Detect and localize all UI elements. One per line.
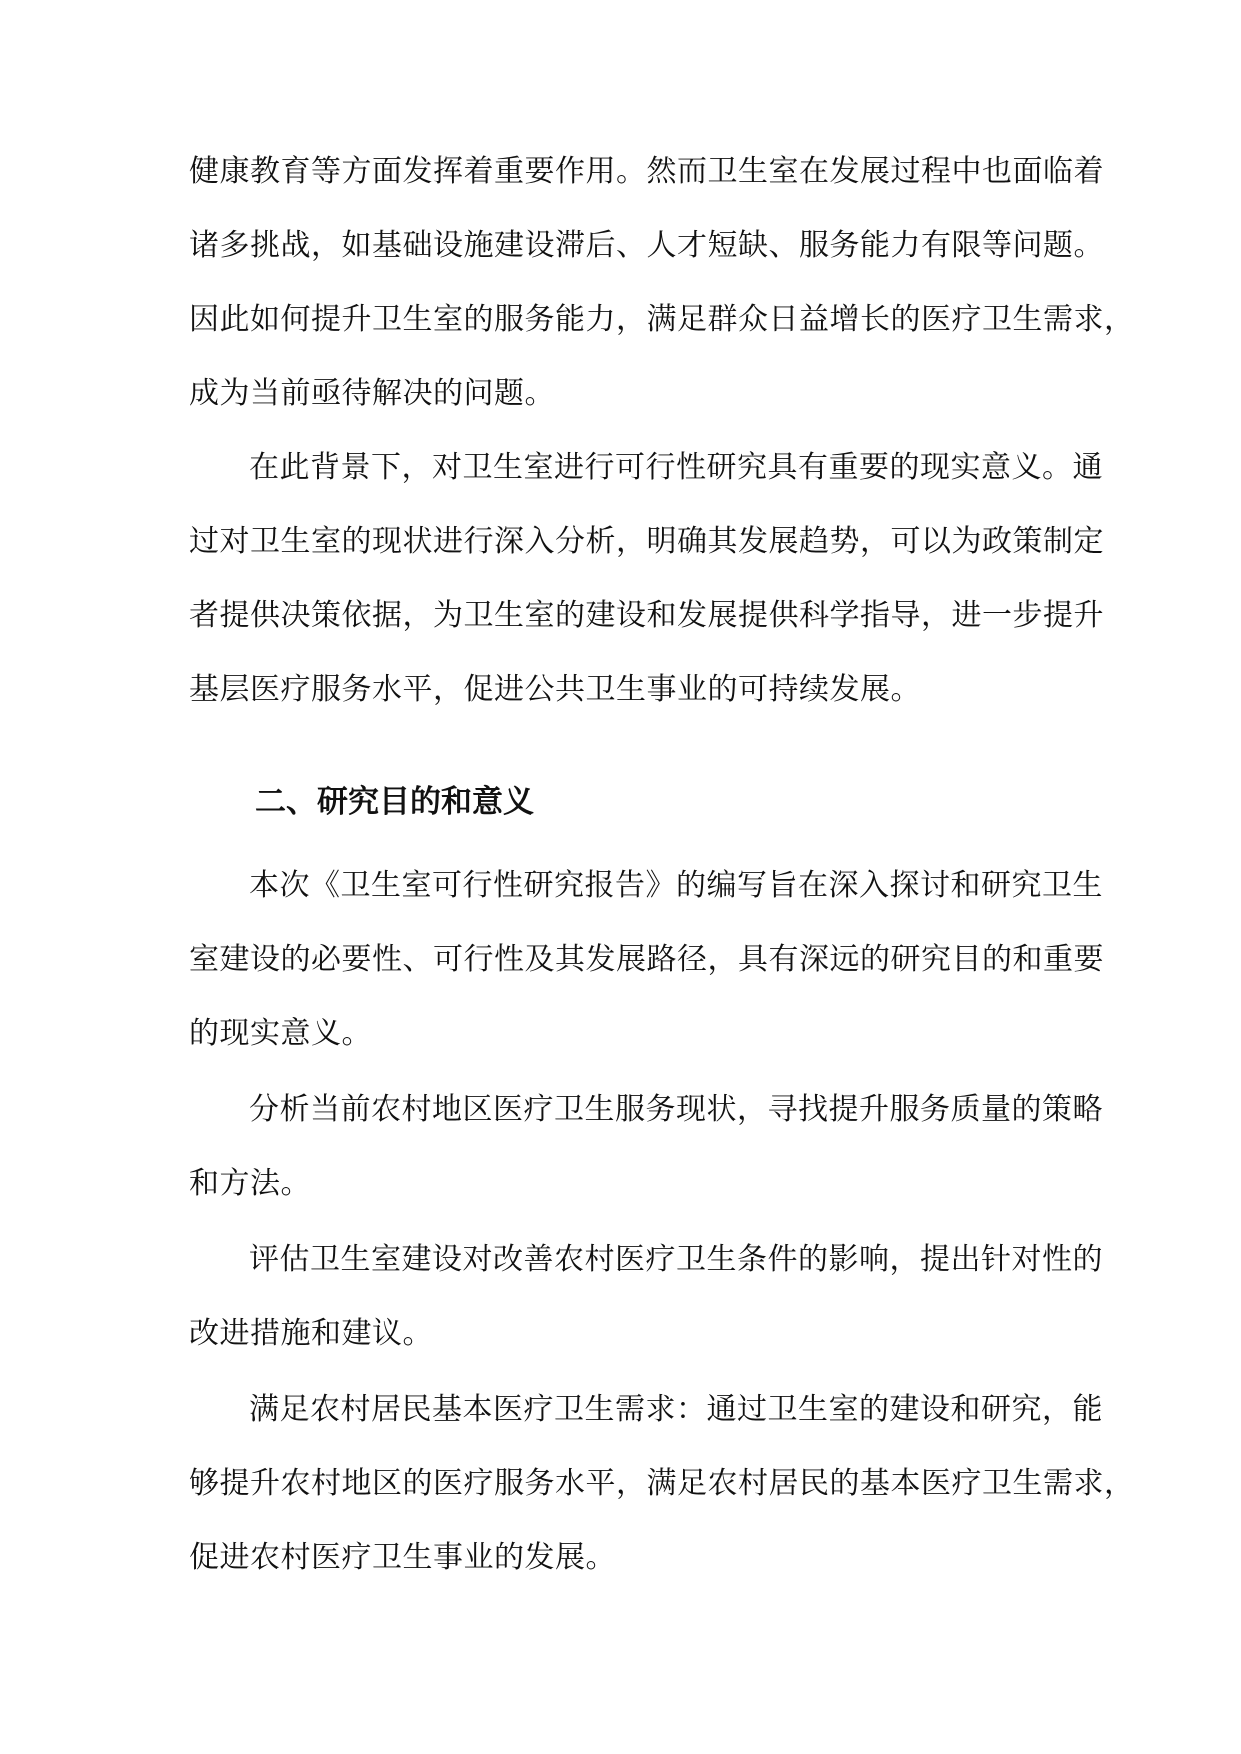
- paragraph-line: 成为当前亟待解决的问题。: [189, 376, 555, 411]
- paragraph-line: 因此如何提升卫生室的服务能力，满足群众日益增长的医疗卫生需求，: [189, 302, 1135, 337]
- paragraph-line: 满足农村居民基本医疗卫生需求：通过卫生室的建设和研究，能: [249, 1392, 1103, 1427]
- paragraph-line: 健康教育等方面发挥着重要作用。然而卫生室在发展过程中也面临着: [189, 154, 1104, 189]
- paragraph-line: 者提供决策依据，为卫生室的建设和发展提供科学指导，进一步提升: [189, 598, 1104, 633]
- paragraph-line: 诸多挑战，如基础设施建设滞后、人才短缺、服务能力有限等问题。: [189, 228, 1104, 263]
- paragraph-line: 和方法。: [189, 1166, 311, 1201]
- paragraph-line: 评估卫生室建设对改善农村医疗卫生条件的影响，提出针对性的: [249, 1242, 1103, 1277]
- paragraph-line: 过对卫生室的现状进行深入分析，明确其发展趋势，可以为政策制定: [189, 524, 1104, 559]
- paragraph-line: 基层医疗服务水平，促进公共卫生事业的可持续发展。: [189, 672, 921, 707]
- paragraph-line: 改进措施和建议。: [189, 1316, 433, 1351]
- paragraph-line: 在此背景下，对卫生室进行可行性研究具有重要的现实意义。通: [249, 450, 1103, 485]
- paragraph-line: 室建设的必要性、可行性及其发展路径，具有深远的研究目的和重要: [189, 942, 1104, 977]
- paragraph-line: 的现实意义。: [189, 1016, 372, 1051]
- section-heading: 二、研究目的和意义: [255, 784, 534, 820]
- paragraph-line: 够提升农村地区的医疗服务水平，满足农村居民的基本医疗卫生需求，: [189, 1466, 1135, 1501]
- paragraph-line: 促进农村医疗卫生事业的发展。: [189, 1540, 616, 1575]
- paragraph-line: 分析当前农村地区医疗卫生服务现状，寻找提升服务质量的策略: [249, 1092, 1103, 1127]
- paragraph-line: 本次《卫生室可行性研究报告》的编写旨在深入探讨和研究卫生: [249, 868, 1103, 903]
